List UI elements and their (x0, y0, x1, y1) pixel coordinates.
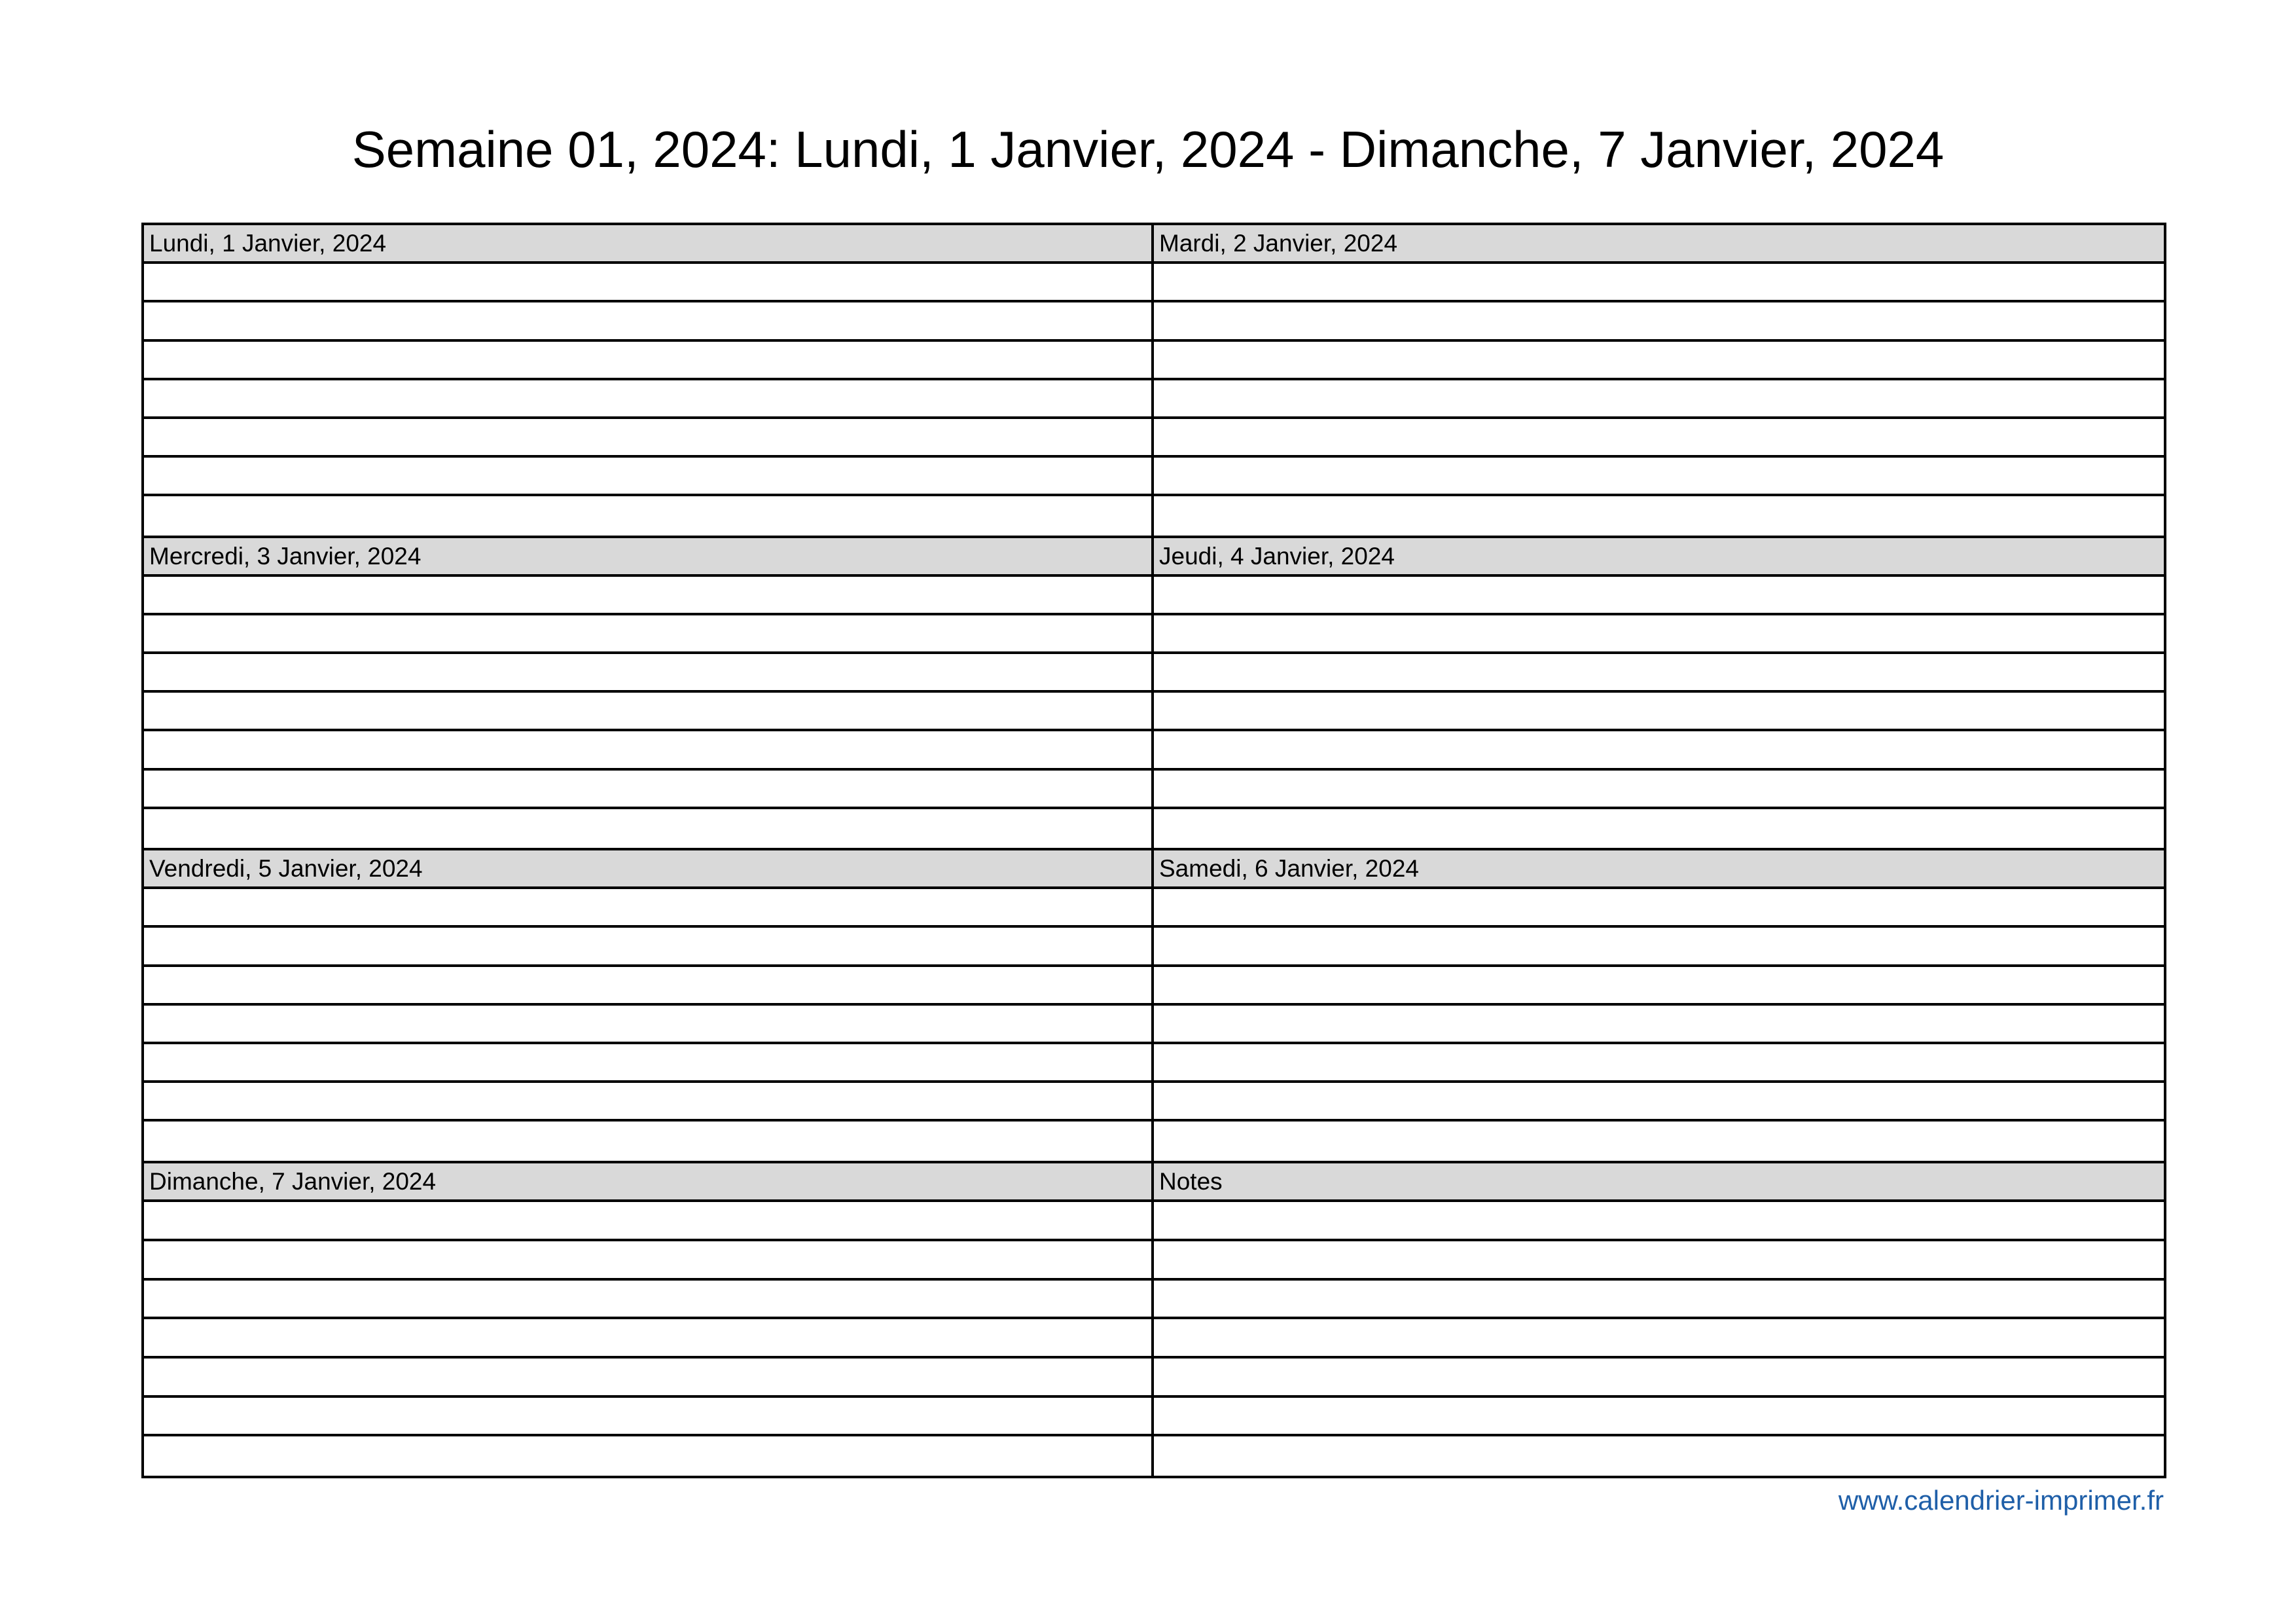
writing-line[interactable] (1154, 731, 2164, 770)
day-block-saturday (1154, 850, 2164, 1163)
writing-line[interactable] (1154, 496, 2164, 535)
writing-line[interactable] (1154, 1006, 2164, 1044)
writing-line[interactable] (1154, 342, 2164, 380)
weekly-planner-grid (141, 223, 2166, 1478)
writing-line[interactable] (1154, 264, 2164, 302)
writing-line[interactable] (1154, 889, 2164, 928)
writing-line[interactable] (1154, 809, 2164, 848)
writing-line[interactable] (144, 1319, 1151, 1359)
day-header-saturday: Samedi, 6 Janvier, 2024 (1154, 850, 2164, 889)
day-header-friday: Vendredi, 5 Janvier, 2024 (144, 850, 1151, 889)
writing-line[interactable] (144, 654, 1151, 693)
writing-line[interactable] (1154, 419, 2164, 458)
writing-line[interactable] (144, 1083, 1151, 1122)
day-block-wednesday (144, 538, 1154, 851)
writing-line[interactable] (1154, 302, 2164, 341)
writing-line[interactable] (1154, 693, 2164, 731)
writing-line[interactable] (1154, 1319, 2164, 1359)
writing-line[interactable] (144, 1436, 1151, 1476)
day-block-friday (144, 850, 1154, 1163)
writing-line[interactable] (144, 731, 1151, 770)
day-block-monday (144, 225, 1154, 538)
writing-line[interactable] (144, 928, 1151, 966)
day-header-tuesday: Mardi, 2 Janvier, 2024 (1154, 225, 2164, 264)
writing-line[interactable] (1154, 1281, 2164, 1320)
notes-header: Notes (1154, 1163, 2164, 1203)
writing-line[interactable] (1154, 1202, 2164, 1241)
writing-line[interactable] (1154, 1436, 2164, 1476)
day-block-sunday (144, 1163, 1154, 1476)
day-header-thursday: Jeudi, 4 Janvier, 2024 (1154, 538, 2164, 577)
writing-line[interactable] (144, 1202, 1151, 1241)
writing-line[interactable] (144, 1044, 1151, 1083)
notes-block (1154, 1163, 2164, 1476)
writing-line[interactable] (1154, 1044, 2164, 1083)
writing-line[interactable] (144, 1241, 1151, 1281)
page-title: Semaine 01, 2024: Lundi, 1 Janvier, 2024 - Dimanche, 7 Janvier, 2024 (351, 120, 1945, 178)
writing-line[interactable] (1154, 1359, 2164, 1398)
writing-line[interactable] (144, 458, 1151, 496)
writing-line[interactable] (1154, 1122, 2164, 1160)
writing-line[interactable] (1154, 654, 2164, 693)
writing-line[interactable] (144, 1398, 1151, 1437)
day-header-sunday: Dimanche, 7 Janvier, 2024 (144, 1163, 1151, 1203)
writing-line[interactable] (144, 1122, 1151, 1160)
writing-line[interactable] (144, 1281, 1151, 1320)
writing-line[interactable] (144, 419, 1151, 458)
writing-line[interactable] (1154, 1398, 2164, 1437)
writing-line[interactable] (1154, 928, 2164, 966)
writing-line[interactable] (144, 264, 1151, 302)
writing-line[interactable] (144, 380, 1151, 419)
writing-line[interactable] (1154, 771, 2164, 809)
writing-line[interactable] (1154, 615, 2164, 654)
writing-line[interactable] (144, 342, 1151, 380)
writing-line[interactable] (1154, 380, 2164, 419)
writing-line[interactable] (144, 889, 1151, 928)
footer-website-link[interactable]: www.calendrier-imprimer.fr (1838, 1485, 2164, 1516)
writing-line[interactable] (144, 967, 1151, 1006)
writing-line[interactable] (1154, 458, 2164, 496)
writing-line[interactable] (144, 496, 1151, 535)
day-header-wednesday: Mercredi, 3 Janvier, 2024 (144, 538, 1151, 577)
writing-line[interactable] (144, 1006, 1151, 1044)
day-block-thursday (1154, 538, 2164, 851)
writing-line[interactable] (144, 693, 1151, 731)
day-header-monday: Lundi, 1 Janvier, 2024 (144, 225, 1151, 264)
writing-line[interactable] (144, 1359, 1151, 1398)
writing-line[interactable] (1154, 1083, 2164, 1122)
writing-line[interactable] (1154, 967, 2164, 1006)
day-block-tuesday (1154, 225, 2164, 538)
writing-line[interactable] (144, 615, 1151, 654)
writing-line[interactable] (144, 771, 1151, 809)
writing-line[interactable] (144, 809, 1151, 848)
writing-line[interactable] (144, 577, 1151, 615)
writing-line[interactable] (1154, 577, 2164, 615)
writing-line[interactable] (144, 302, 1151, 341)
writing-line[interactable] (1154, 1241, 2164, 1281)
